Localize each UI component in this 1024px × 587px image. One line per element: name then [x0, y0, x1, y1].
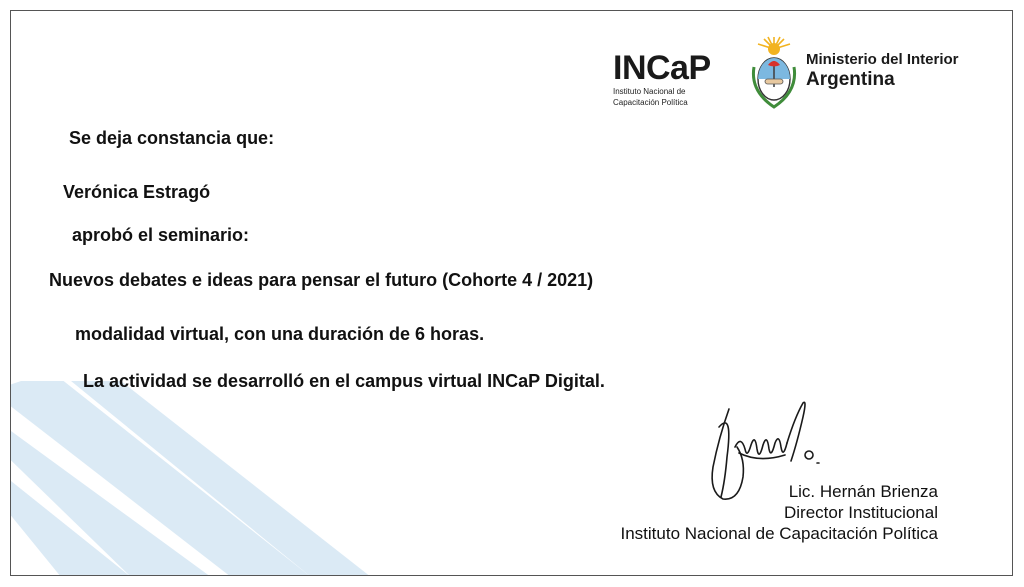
incap-logo-line1: Instituto Nacional de — [613, 87, 686, 96]
argentina-coat-of-arms-icon — [746, 35, 802, 111]
signatory-title: Director Institucional — [783, 503, 938, 522]
ministry-logo-line1: Ministerio del Interior — [806, 51, 959, 68]
seminar-title: Nuevos debates e ideas para pensar el futuro (Cohorte 4 / 2021) — [49, 270, 594, 290]
campus-text: La actividad se desarrolló en el campus virtual INCaP Digital. — [83, 371, 605, 391]
signatory-block — [620, 481, 938, 544]
intro-text: Se deja constancia que: — [69, 128, 275, 148]
approved-text: aprobó el seminario: — [72, 225, 250, 245]
recipient-name: Verónica Estragó — [63, 182, 211, 202]
signatory-institution: Instituto Nacional de Capacitación Política — [620, 524, 938, 543]
modality-text: modalidad virtual, con una duración de 6 horas. — [75, 324, 485, 344]
incap-logo — [613, 51, 711, 107]
ministry-logo — [806, 51, 959, 91]
ministry-logo-line2: Argentina — [806, 69, 895, 90]
certificate-frame — [10, 10, 1013, 576]
incap-logo-acronym: INCaP — [613, 49, 711, 87]
incap-logo-line2: Capacitación Política — [613, 98, 688, 107]
signatory-name: Lic. Hernán Brienza — [788, 482, 938, 501]
